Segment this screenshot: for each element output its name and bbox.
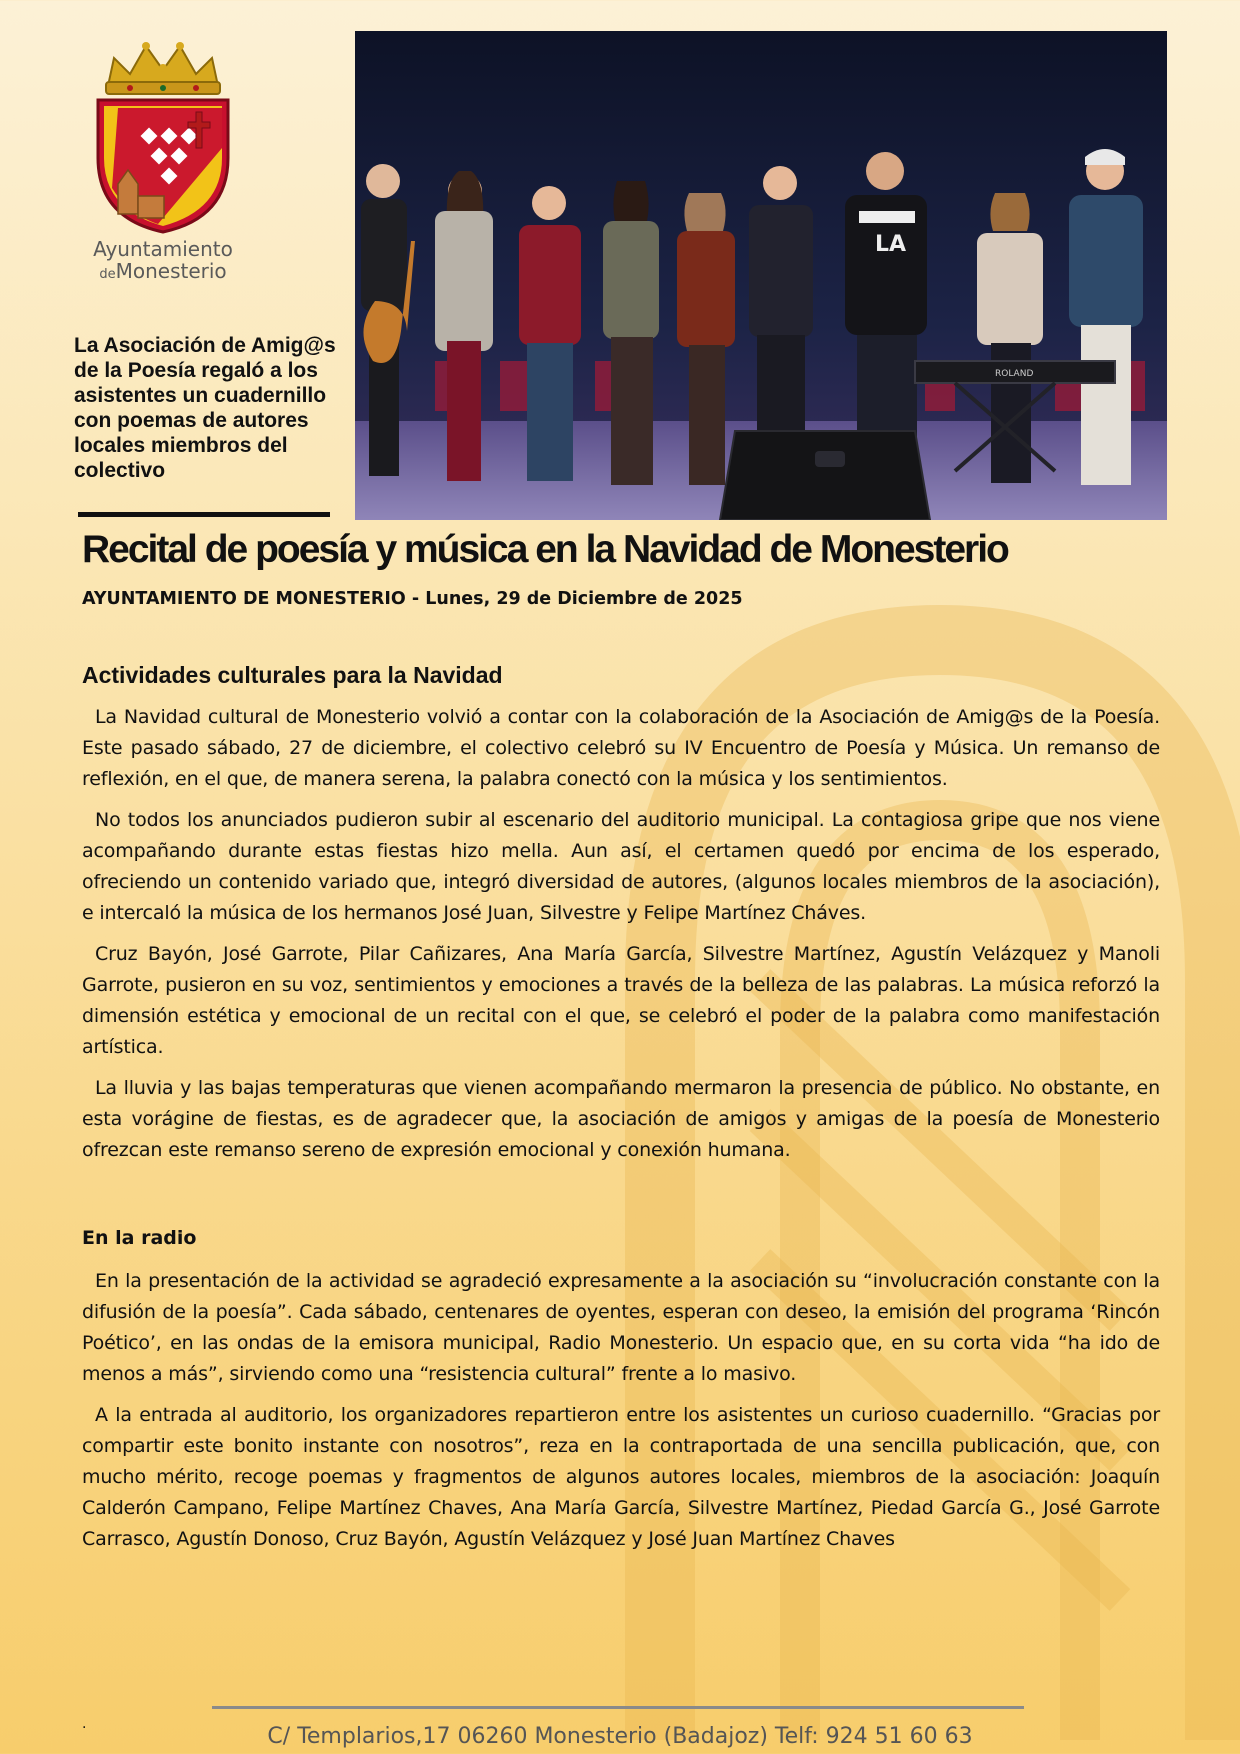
logo-line-2-prefix: de: [99, 267, 116, 282]
paragraph: No todos los anunciados pudieron subir al escenario del auditorio municipal. La contagiosa gripe que nos viene acompañando durante estas fiestas hizo mella. Aun así, el certamen quedó por encima de los esperado, ofreciendo un contenido variado que, integró diversidad de autores, (algunos locales miembros de la asociación), e intercaló la música de los hermanos José Juan, Silvestre y Felipe Martínez Cháves.: [82, 809, 1160, 924]
logo-line-1: Ayuntamiento: [93, 237, 233, 261]
logo-line-2: [88, 260, 238, 286]
municipal-logo: [88, 38, 238, 288]
photo-caption: La Asociación de Amig@s de la Poesía regaló a los asistentes un cuadernillo con poemas de autores locales miembros del colectivo: [74, 334, 336, 482]
caption-divider: [78, 512, 330, 517]
paragraph: En la presentación de la actividad se agradeció expresamente a la asociación su “involucración constante con la difusión de la poesía”. Cada sábado, centenares de oyentes, esperan con deseo, la emisión del programa ‘Rincón Poético’, en las ondas de la emisora municipal, Radio Monesterio. Un espacio que, en su corta vida “ha ido de menos a más”, sirviendo como una “resistencia cultural” frente a lo masivo.: [82, 1270, 1160, 1385]
footer-divider: [212, 1706, 1024, 1709]
footer-address: C/ Templarios,17 06260 Monesterio (Badajoz) Telf: 924 51 60 63: [267, 1724, 973, 1749]
paragraph: A la entrada al auditorio, los organizadores repartieron entre los asistentes un curioso cuadernillo. “Gracias por compartir este bonito instante con nosotros”, reza en la contraportada de una sencilla publicación, que, con mucho mérito, recoge poemas y fragmentos de algunos autores locales, miembros de la asociación: Joaquín Calderón Campano, Felipe Martínez Chaves, Ana María García, Silvestre Martínez, Piedad García G., José Garrote Carrasco, Agustín Donoso, Cruz Bayón, Agustín Velázquez y José Juan Martínez Chaves: [82, 1404, 1160, 1550]
section-title: Actividades culturales para la Navidad: [82, 662, 503, 688]
event-photo: [355, 31, 1167, 520]
keyboard-label: ROLAND: [995, 369, 1034, 379]
svg-text:LA: LA: [875, 232, 907, 257]
paragraph: La lluvia y las bajas temperaturas que vienen acompañando mermaron la presencia de público. No obstante, en esta vorágine de fiestas, es de agradecer que, la asociación de amigos y amigas de la poesía de Monesterio ofrezcan este remanso sereno de expresión emocional y conexión humana.: [82, 1077, 1160, 1161]
paragraph: La Navidad cultural de Monesterio volvió a contar con la colaboración de la Asociación de Amig@s de la Poesía. Este pasado sábado, 27 de diciembre, el colectivo celebró su IV Encuentro de Poesía y Música. Un remanso de reflexión, en el que, de manera serena, la palabra conectó con la música y los sentimientos.: [82, 706, 1160, 790]
coat-of-arms-icon: [88, 38, 238, 234]
stage-photo-illustration: [355, 31, 1167, 520]
footer-dot: .: [82, 1716, 87, 1732]
article-body-1: [82, 702, 1160, 1176]
article-byline: AYUNTAMIENTO DE MONESTERIO - Lunes, 29 de Diciembre de 2025: [82, 589, 743, 609]
article-headline: Recital de poesía y música en la Navidad de Monesterio: [82, 528, 1008, 571]
article-body-2: [82, 1266, 1160, 1565]
logo-line-2-main: Monesterio: [115, 259, 227, 283]
paragraph: Cruz Bayón, José Garrote, Pilar Cañizares, Ana María García, Silvestre Martínez, Agustín Velázquez y Manoli Garrote, pusieron en su voz, sentimientos y emociones a través de la belleza de las palabras. La música reforzó la dimensión estética y emocional de un recital con el que, se celebró el poder de la palabra como manifestación artística.: [82, 943, 1160, 1058]
subsection-title: En la radio: [82, 1227, 197, 1249]
